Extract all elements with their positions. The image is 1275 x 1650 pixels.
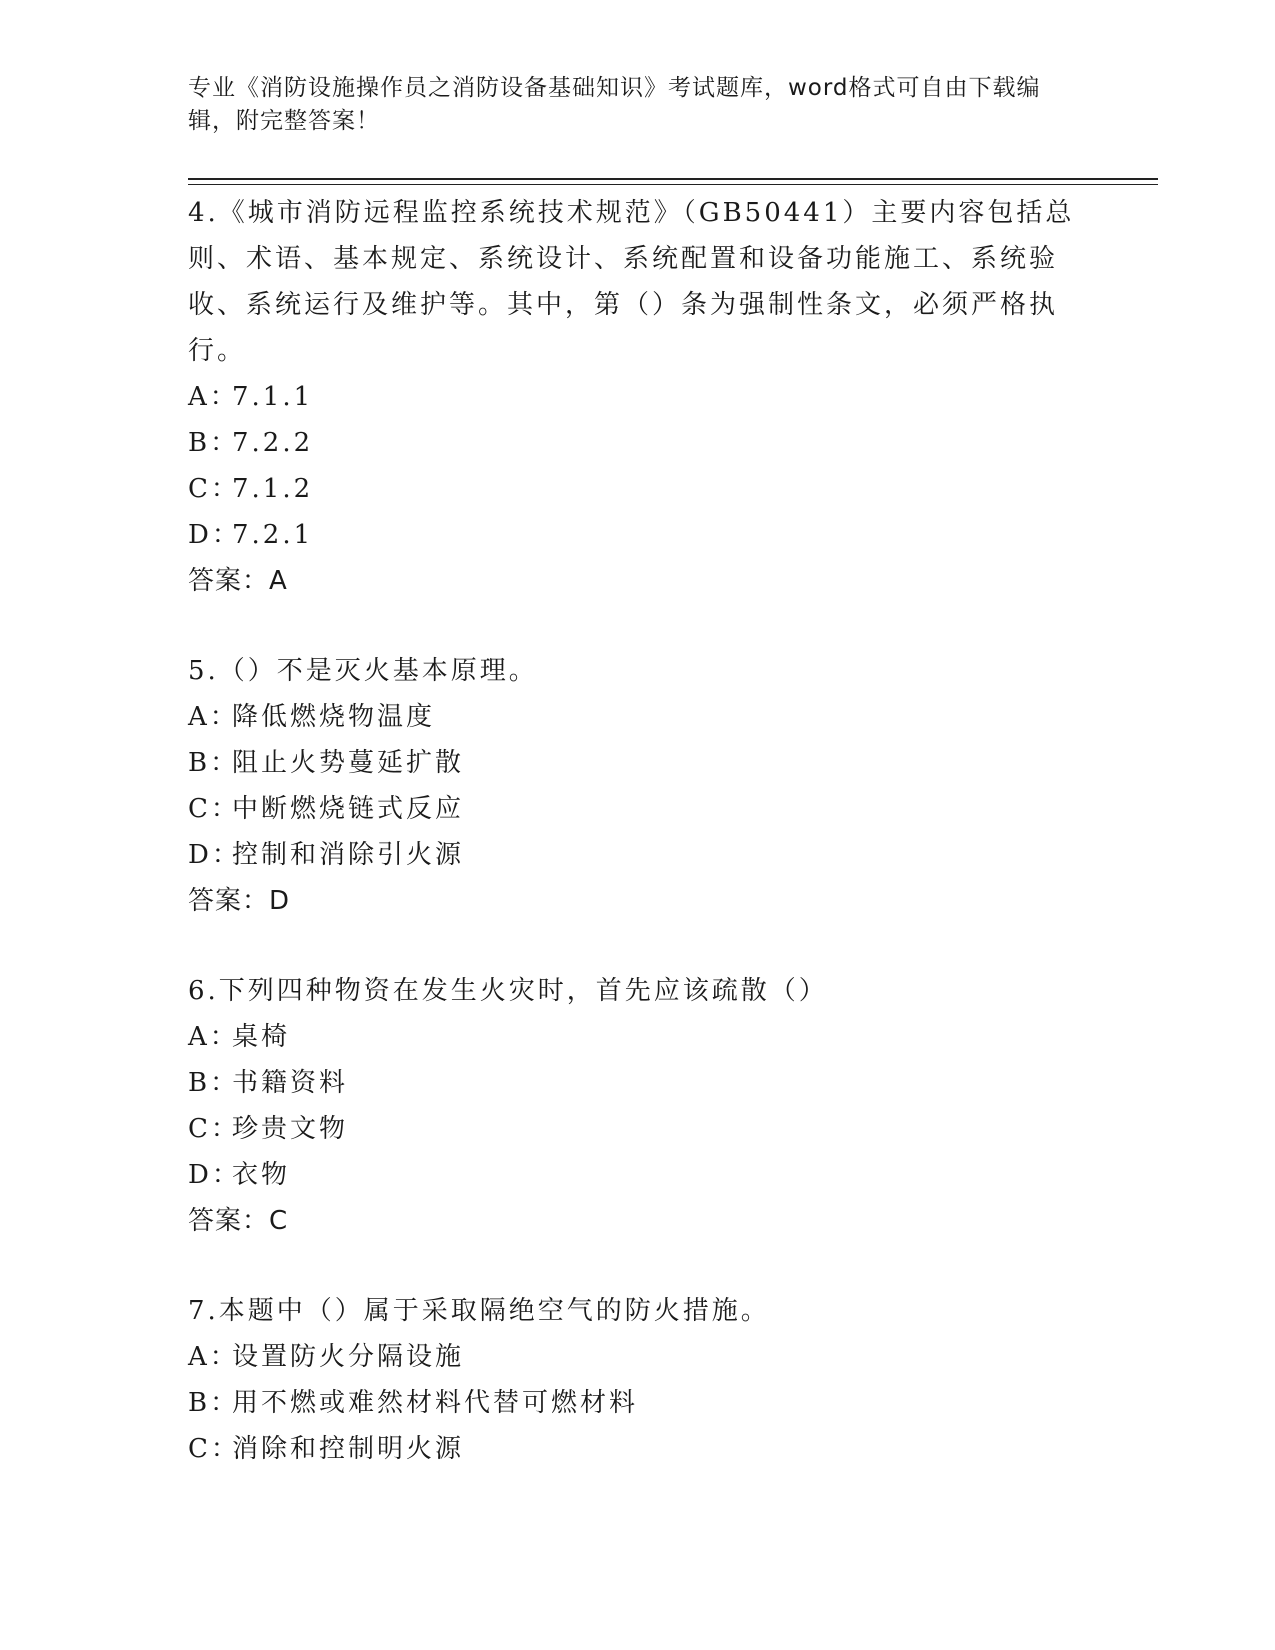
header-divider [188,178,1158,185]
option-b [188,740,1088,786]
document-header [188,72,1088,138]
option-text: 设置防火分隔设施 [232,1342,465,1372]
option-b [188,1380,1088,1426]
option-c [188,1106,1088,1152]
option-key: C： [188,1114,240,1144]
option-key: C： [188,794,240,824]
option-key: A： [188,702,239,732]
header-text: 专业《消防设施操作员之消防设备基础知识》考试题库，word格式可自由下载编辑，附完整答案！ [188,75,1041,134]
option-text: 7.1.1 [232,382,314,412]
option-text: 桌椅 [232,1022,291,1052]
question-stem: 6.下列四种物资在发生火灾时，首先应该疏散（） [188,976,828,1006]
question-7 [188,1288,1088,1472]
option-key: D： [188,1160,241,1190]
option-text: 控制和消除引火源 [232,840,465,870]
question-5 [188,648,1088,924]
option-a [188,374,1088,420]
question-stem: 7.本题中（）属于采取隔绝空气的防火措施。 [188,1296,770,1326]
option-d [188,832,1088,878]
question-4 [188,190,1088,604]
option-key: C： [188,474,240,504]
option-b [188,420,1088,466]
option-d [188,512,1088,558]
option-key: C： [188,1434,240,1464]
option-text: 书籍资料 [232,1068,349,1098]
option-key: D： [188,840,241,870]
option-text: 阻止火势蔓延扩散 [232,748,465,778]
option-c [188,1426,1088,1472]
option-key: D： [188,520,241,550]
option-text: 7.2.1 [232,520,314,550]
option-text: 衣物 [232,1160,291,1190]
option-key: A： [188,382,239,412]
option-a [188,1334,1088,1380]
option-key: A： [188,1342,239,1372]
question-stem: 4.《城市消防远程监控系统技术规范》（GB50441）主要内容包括总则、术语、基本规定、系统设计、系统配置和设备功能施工、系统验收、系统运行及维护等。其中，第（）条为强制性条文，必须严格执行。 [188,198,1075,366]
option-text: 用不燃或难然材料代替可燃材料 [232,1388,639,1418]
question-stem: 5.（）不是灭火基本原理。 [188,656,538,686]
option-c [188,786,1088,832]
option-key: A： [188,1022,239,1052]
option-text: 中断燃烧链式反应 [232,794,465,824]
option-text: 7.2.2 [232,428,314,458]
option-text: 消除和控制明火源 [232,1434,465,1464]
option-a [188,694,1088,740]
answer-line: 答案：C [188,1206,289,1236]
answer-line: 答案：D [188,886,291,916]
option-key: B： [188,748,240,778]
answer-line: 答案：A [188,566,288,596]
option-d [188,1152,1088,1198]
option-c [188,466,1088,512]
option-text: 7.1.2 [232,474,314,504]
option-text: 降低燃烧物温度 [232,702,436,732]
question-list [188,190,1088,1516]
option-b [188,1060,1088,1106]
question-6 [188,968,1088,1244]
option-a [188,1014,1088,1060]
option-text: 珍贵文物 [232,1114,349,1144]
option-key: B： [188,428,240,458]
option-key: B： [188,1388,240,1418]
option-key: B： [188,1068,240,1098]
